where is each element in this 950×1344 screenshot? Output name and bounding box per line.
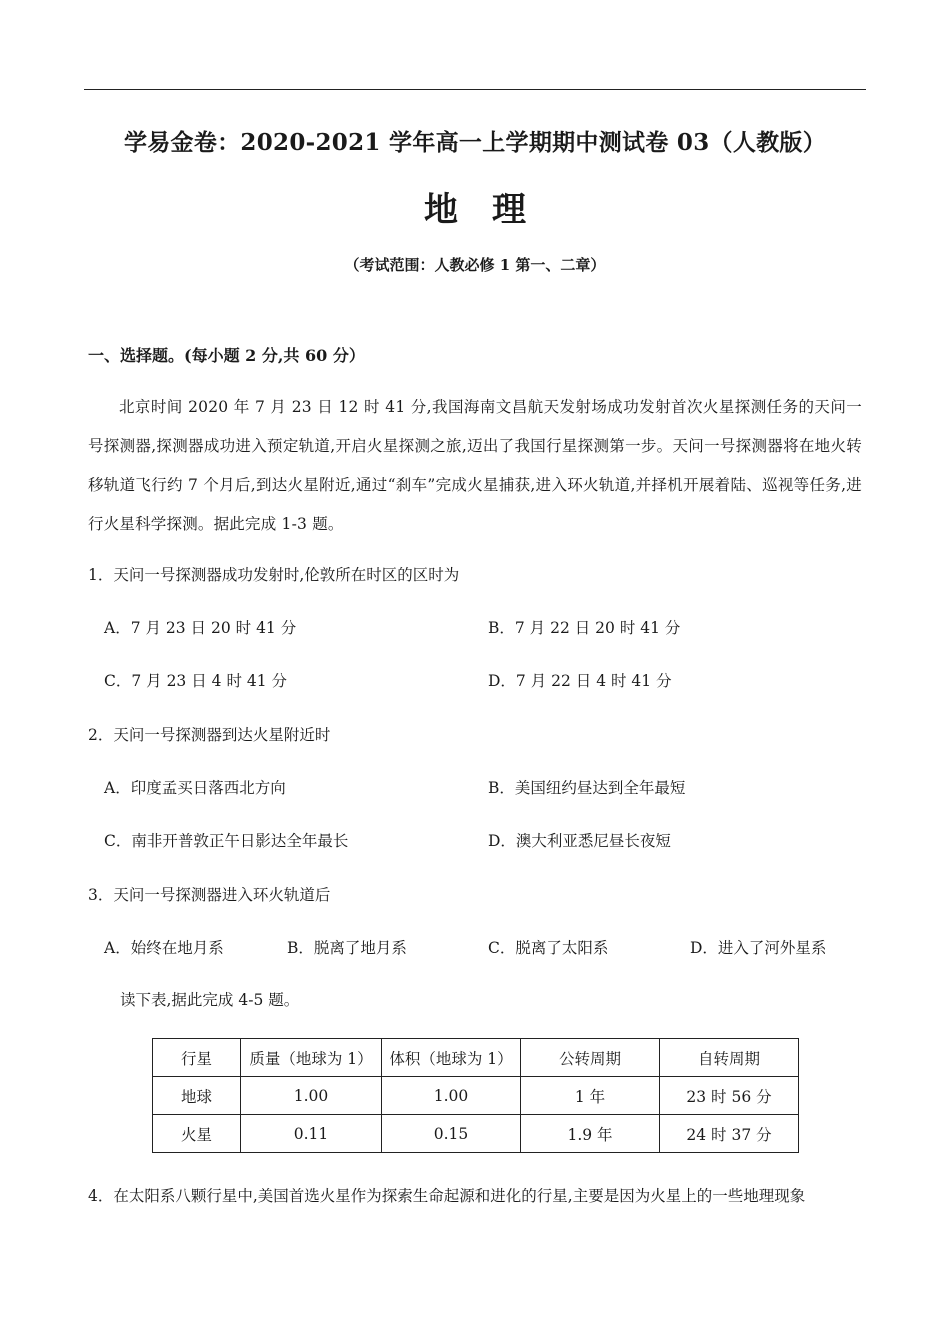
header-cell: 自转周期	[660, 1039, 799, 1077]
q2-option-a: A．印度孟买日落西北方向	[104, 779, 286, 797]
table-row	[153, 1115, 799, 1153]
header-cell: 体积（地球为 1）	[382, 1039, 521, 1077]
question-2: 2．天问一号探测器到达火星附近时	[88, 726, 331, 744]
table-cell: 23 时 56 分	[660, 1077, 799, 1115]
table-cell: 1.00	[241, 1077, 382, 1115]
planet-table	[152, 1038, 799, 1153]
q3-option-c: C．脱离了太阳系	[488, 939, 609, 957]
q2-option-b: B．美国纽约昼达到全年最短	[488, 779, 686, 797]
q2-option-d: D．澳大利亚悉尼昼长夜短	[488, 832, 671, 850]
q1-option-a: A．7 月 23 日 20 时 41 分	[104, 619, 297, 637]
q1-option-c: C．7 月 23 日 4 时 41 分	[104, 672, 288, 690]
table-cell: 0.15	[382, 1115, 521, 1153]
top-rule	[84, 89, 866, 90]
table-intro: 读下表,据此完成 4-5 题。	[120, 991, 300, 1009]
table-header-row	[153, 1039, 799, 1077]
subject-title: 地理	[424, 190, 560, 230]
table-cell: 24 时 37 分	[660, 1115, 799, 1153]
table-cell: 1.9 年	[521, 1115, 660, 1153]
header-cell: 质量（地球为 1）	[241, 1039, 382, 1077]
table-cell: 1.00	[382, 1077, 521, 1115]
question-3: 3．天问一号探测器进入环火轨道后	[88, 886, 331, 904]
table-cell: 0.11	[241, 1115, 382, 1153]
exam-title: 学易金卷：2020-2021 学年高一上学期期中测试卷 03（人教版）	[123, 129, 827, 156]
header-cell: 公转周期	[521, 1039, 660, 1077]
reading-passage: 北京时间 2020 年 7 月 23 日 12 时 41 分,我国海南文昌航天发射场成功发射首次火星探测任务的天问一号探测器,探测器成功进入预定轨道,开启火星探测之旅,迈出了我国行星探测第一步。天问一号探测器将在地火转移轨道飞行约 7 个月后,到达火星附近,通过“刹车”完成火星捕获,进入环火轨道,并择机开展着陆、巡视等任务,进行火星科学探测。据此完成 1-3 题。	[88, 398, 862, 533]
q3-option-a: A．始终在地月系	[104, 939, 224, 957]
header-cell: 行星	[153, 1039, 241, 1077]
question-1: 1．天问一号探测器成功发射时,伦敦所在时区的区时为	[88, 566, 460, 584]
q3-option-b: B．脱离了地月系	[287, 939, 407, 957]
q3-option-d: D．进入了河外星系	[690, 939, 827, 957]
table-cell: 火星	[153, 1115, 241, 1153]
q2-option-c: C．南非开普敦正午日影达全年最长	[104, 832, 349, 850]
section-heading: 一、选择题。(每小题 2 分,共 60 分）	[88, 346, 365, 365]
table-cell: 地球	[153, 1077, 241, 1115]
exam-scope: （考试范围：人教必修 1 第一、二章）	[344, 256, 606, 274]
table-row	[153, 1077, 799, 1115]
q1-option-d: D．7 月 22 日 4 时 41 分	[488, 672, 672, 690]
table-cell: 1 年	[521, 1077, 660, 1115]
question-4: 4．在太阳系八颗行星中,美国首选火星作为探索生命起源和进化的行星,主要是因为火星上的一些地理现象	[88, 1187, 806, 1205]
q1-option-b: B．7 月 22 日 20 时 41 分	[488, 619, 681, 637]
